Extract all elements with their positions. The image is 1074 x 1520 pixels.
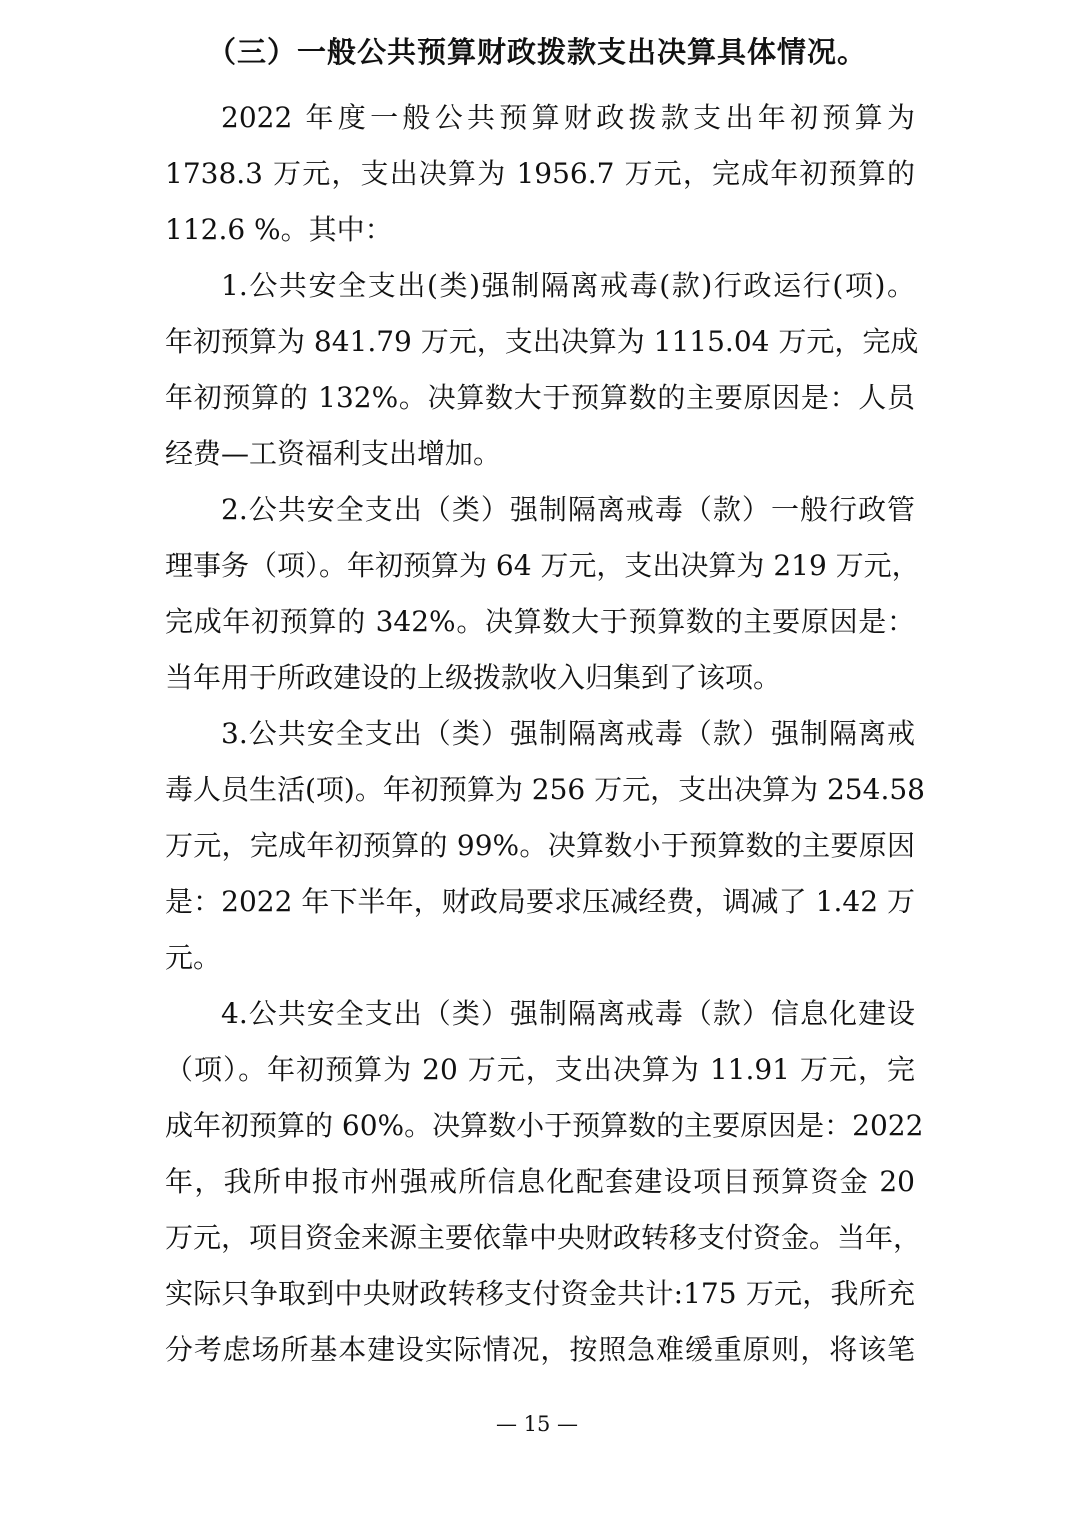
paragraph-line: 成年初预算的 60%。决算数小于预算数的主要原因是：2022 <box>165 1109 924 1142</box>
paragraph-line: 年，我所申报市州强戒所信息化配套建设项目预算资金 20 <box>165 1165 915 1198</box>
paragraph-line: 万元，完成年初预算的 99%。决算数小于预算数的主要原因 <box>165 829 915 862</box>
paragraph-line: 年初预算为 841.79 万元，支出决算为 1115.04 万元，完成 <box>165 325 919 358</box>
paragraph-item-1 <box>165 258 919 482</box>
paragraph-line: 4.公共安全支出（类）强制隔离戒毒（款）信息化建设 <box>221 997 915 1030</box>
paragraph-line: 分考虑场所基本建设实际情况，按照急难缓重原则，将该笔 <box>165 1333 915 1366</box>
paragraph-line: 理事务（项）。年初预算为 64 万元，支出决算为 219 万元， <box>165 549 920 582</box>
paragraph-line: 元。 <box>165 941 222 974</box>
paragraph-item-2 <box>165 482 920 706</box>
paragraph-line: 当年用于所政建设的上级拨款收入归集到了该项。 <box>165 661 782 694</box>
paragraph-item-4 <box>165 986 924 1378</box>
paragraph-line: 3.公共安全支出（类）强制隔离戒毒（款）强制隔离戒 <box>221 717 915 750</box>
paragraph-line: 毒人员生活(项)。年初预算为 256 万元，支出决算为 254.58 <box>165 773 925 806</box>
paragraph-line: 1738.3 万元，支出决算为 1956.7 万元，完成年初预算的 <box>165 157 915 190</box>
paragraph-line: 年初预算的 132%。决算数大于预算数的主要原因是：人员 <box>165 381 915 414</box>
page-number: — 15 — <box>495 1412 579 1436</box>
paragraph-line: 完成年初预算的 342%。决算数大于预算数的主要原因是： <box>165 605 915 638</box>
paragraph-line: （项）。年初预算为 20 万元，支出决算为 11.91 万元，完 <box>165 1053 915 1086</box>
paragraph-line: 万元，项目资金来源主要依靠中央财政转移支付资金。当年， <box>165 1221 922 1254</box>
paragraph-line: 经费—工资福利支出增加。 <box>165 437 502 470</box>
paragraph-summary <box>165 90 915 258</box>
paragraph-line: 实际只争取到中央财政转移支付资金共计:175 万元，我所充 <box>165 1277 915 1310</box>
body-text <box>165 90 925 1378</box>
paragraph-line: 112.6 %。其中： <box>165 213 393 246</box>
paragraph-line: 是：2022 年下半年，财政局要求压减经费，调减了 1.42 万 <box>165 885 915 918</box>
paragraph-item-3 <box>165 706 925 986</box>
paragraph-line: 2.公共安全支出（类）强制隔离戒毒（款）一般行政管 <box>221 493 915 526</box>
paragraph-line: 2022 年度一般公共预算财政拨款支出年初预算为 <box>221 101 915 134</box>
paragraph-line: 1.公共安全支出(类)强制隔离戒毒(款)行政运行(项)。 <box>221 269 915 302</box>
section-heading: （三）一般公共预算财政拨款支出决算具体情况。 <box>206 35 867 69</box>
